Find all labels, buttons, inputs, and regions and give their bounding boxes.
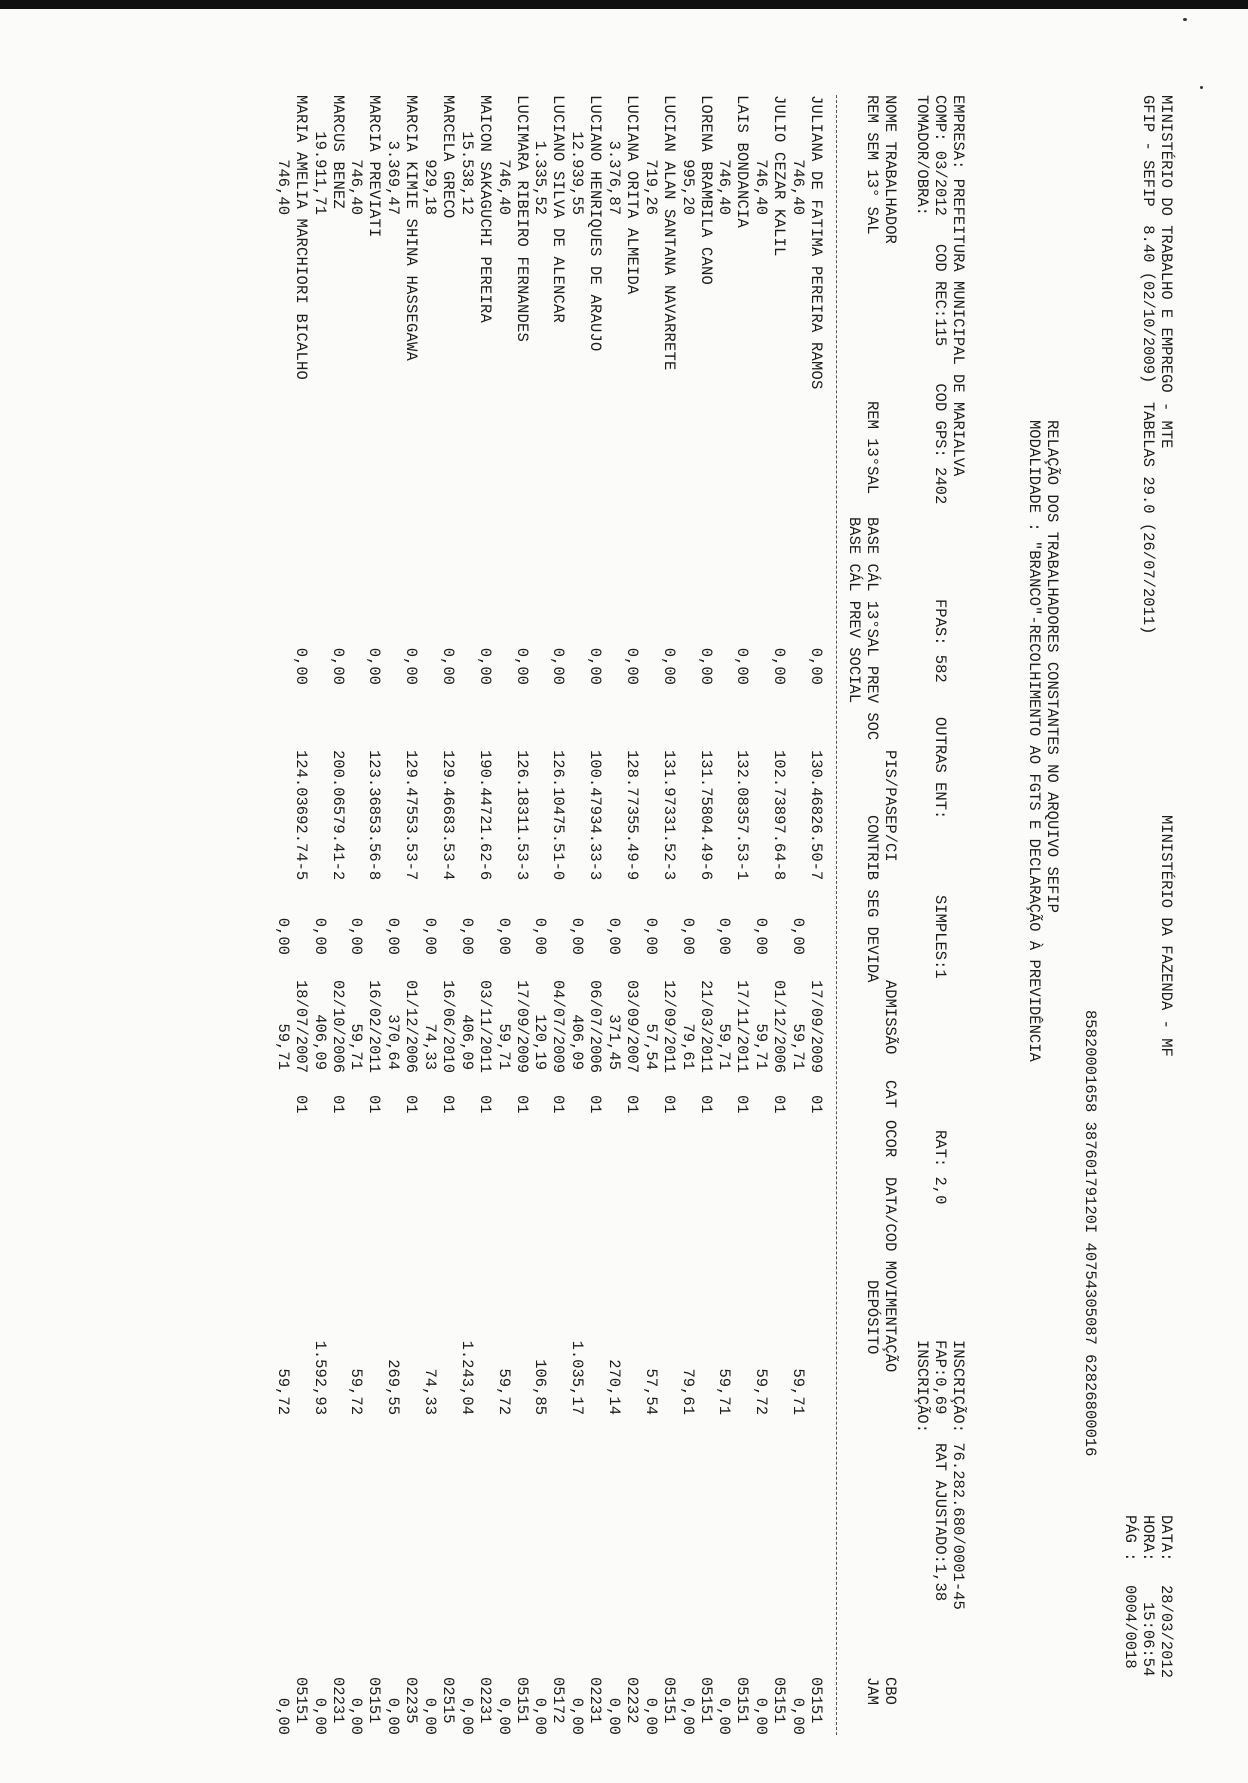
- worker-rem-13: 0,00: [549, 647, 568, 685]
- worker-deposit: 1.243,04: [457, 1340, 476, 1415]
- worker-deposit: 269,55: [384, 1359, 403, 1415]
- gfip-version: GFIP - SEFIP 8.40 (02/10/2009) TABELAS 29.0 (26/07/2011): [1139, 95, 1157, 635]
- worker-admission-date: 01/12/2006: [402, 980, 421, 1074]
- worker-name: JULIANA DE FATIMA PEREIRA RAMOS: [807, 95, 825, 390]
- col-cat: CAT: [881, 1080, 899, 1108]
- worker-cbo: 05151: [696, 1677, 715, 1724]
- worker-jam: 0,00: [421, 1697, 439, 1735]
- worker-name: LUCIMARA RIBEIRO FERNANDES: [512, 95, 531, 343]
- worker-deposit: 1.592,93: [310, 1340, 329, 1415]
- worker-remuneration: 746,40: [715, 159, 734, 215]
- company-name: EMPRESA: PREFEITURA MUNICIPAL DE MARIALVA: [949, 95, 967, 477]
- worker-base-13: 0,00: [568, 917, 587, 955]
- worker-admission-date: 01/12/2006: [770, 980, 789, 1074]
- col-data-cod: DATA/COD MOVIMENTAÇÃO: [881, 1177, 899, 1373]
- worker-base-13: 0,00: [384, 917, 403, 955]
- worker-name: LAIS BONDANCIA: [733, 95, 752, 229]
- fpas: FPAS: 582: [931, 599, 949, 683]
- worker-name: LUCIANA ORITA ALMEIDA: [623, 95, 641, 295]
- report-title: RELAÇÃO DOS TRABALHADORES CONSTANTES NO ARQUIVO SEFIP: [1043, 420, 1061, 913]
- worker-remuneration: 746,40: [273, 159, 292, 215]
- worker-name: LUCIANO HENRIQUES DE ARAUJO: [586, 95, 605, 352]
- worker-cbo: 02515: [439, 1677, 457, 1724]
- worker-contribution: 120,19: [531, 1014, 550, 1070]
- worker-admission-date: 16/02/2011: [365, 980, 384, 1074]
- worker-rem-13: 0,00: [439, 647, 457, 685]
- worker-jam: 0,00: [752, 1697, 771, 1735]
- col-pis: PIS/PASEP/CI: [881, 750, 899, 862]
- worker-jam: 0,00: [789, 1697, 807, 1735]
- worker-pis: 129.46683.53-4: [439, 750, 457, 881]
- worker-contribution: 59,71: [347, 1023, 366, 1070]
- worker-cbo: 02231: [475, 1677, 494, 1724]
- worker-category: 01: [807, 1095, 825, 1114]
- ministry-trabalho: MINISTÉRIO DO TRABALHO E EMPREGO - MTE: [1157, 95, 1175, 449]
- worker-rem-13: 0,00: [807, 647, 825, 685]
- worker-jam: 0,00: [641, 1697, 660, 1735]
- worker-admission-date: 03/11/2011: [475, 980, 494, 1074]
- worker-remuneration: 746,40: [752, 159, 771, 215]
- worker-remuneration: 746,40: [789, 159, 807, 215]
- worker-jam: 0,00: [678, 1697, 697, 1735]
- col-cbo: CBO: [881, 1677, 899, 1705]
- worker-admission-date: 12/09/2011: [659, 980, 678, 1074]
- worker-cbo: 05151: [770, 1677, 789, 1724]
- worker-rem-13: 0,00: [659, 647, 678, 685]
- worker-jam: 0,00: [568, 1697, 587, 1735]
- col-base-13: BASE CÁL 13°SAL PREV SOC: [863, 517, 881, 741]
- worker-cbo: 05172: [549, 1677, 568, 1724]
- rat-ajustado: RAT AJUSTADO:1,38: [931, 1443, 949, 1602]
- worker-cbo: 02231: [328, 1677, 347, 1724]
- worker-jam: 0,00: [273, 1697, 292, 1735]
- worker-name: LUCIANO SILVA DE ALENCAR: [549, 95, 568, 324]
- hour-value: 15:06:54: [1139, 1602, 1157, 1677]
- worker-contribution: 59,71: [494, 1023, 513, 1070]
- worker-name: MARIA AMELIA MARCHIORI BICALHO: [291, 95, 310, 381]
- worker-rem-13: 0,00: [291, 647, 310, 685]
- worker-contribution: 370,64: [384, 1014, 403, 1070]
- worker-rem-13: 0,00: [365, 647, 384, 685]
- worker-cbo: 05151: [365, 1677, 384, 1724]
- worker-name: MARCIA KIMIE SHINA HASSEGAWA: [402, 95, 421, 362]
- worker-deposit: 79,61: [678, 1368, 697, 1415]
- col-jam: JAM: [863, 1677, 881, 1705]
- worker-deposit: 59,72: [494, 1368, 513, 1415]
- rat: RAT: 2,0: [931, 1130, 949, 1205]
- worker-base-13: 0,00: [457, 917, 476, 955]
- worker-base-13: 0,00: [752, 917, 771, 955]
- date-value: 28/03/2012: [1157, 1585, 1175, 1679]
- worker-pis: 190.44721.62-6: [475, 750, 494, 881]
- worker-cbo: 02231: [586, 1677, 605, 1724]
- worker-base-13: 0,00: [789, 917, 807, 955]
- worker-rem-13: 0,00: [586, 647, 605, 685]
- barcode-digits: 85820001658 38760179120I 40754305087 62826800016: [1081, 1010, 1099, 1457]
- hour-label: HORA:: [1139, 1515, 1157, 1562]
- worker-category: 01: [439, 1095, 457, 1114]
- worker-pis: 131.75804.49-6: [696, 750, 715, 881]
- worker-admission-date: 04/07/2009: [549, 980, 568, 1074]
- worker-admission-date: 17/09/2009: [512, 980, 531, 1074]
- worker-contribution: 57,54: [641, 1023, 660, 1070]
- col-rem-sem-13: REM SEM 13° SAL: [863, 95, 881, 235]
- worker-admission-date: 17/11/2011: [733, 980, 752, 1074]
- worker-base-13: 0,00: [273, 917, 292, 955]
- worker-deposit: 57,54: [641, 1368, 660, 1415]
- worker-contribution: 406,09: [310, 1014, 329, 1070]
- worker-cbo: 05151: [512, 1677, 531, 1724]
- col-admissao: ADMISSÃO: [881, 980, 899, 1055]
- page-label: PÁG :: [1121, 1515, 1139, 1562]
- worker-admission-date: 02/10/2006: [328, 980, 347, 1074]
- worker-category: 01: [733, 1095, 752, 1114]
- worker-admission-date: 18/07/2007: [291, 980, 310, 1074]
- worker-deposit: 106,85: [531, 1359, 550, 1415]
- worker-pis: 130.46826.50-7: [807, 750, 825, 881]
- worker-category: 01: [475, 1095, 494, 1114]
- fap: FAP:0,69: [931, 1340, 949, 1415]
- worker-name: LORENA BRAMBILA CANO: [696, 95, 715, 286]
- worker-contribution: 59,71: [715, 1023, 734, 1070]
- worker-category: 01: [512, 1095, 531, 1114]
- worker-cbo: 05151: [733, 1677, 752, 1724]
- worker-remuneration: 1.335,52: [531, 140, 550, 215]
- worker-base-13: 0,00: [310, 917, 329, 955]
- worker-deposit: 74,33: [421, 1368, 439, 1415]
- worker-remuneration: 746,40: [494, 159, 513, 215]
- col-contrib: CONTRIB SEG DEVIDA: [863, 815, 881, 983]
- worker-cbo: 02232: [623, 1677, 641, 1724]
- worker-cbo: 05151: [807, 1677, 825, 1724]
- worker-pis: 124.03692.74-5: [291, 750, 310, 881]
- worker-name: LUCIAN ALAN SANTANA NAVARRETE: [659, 95, 678, 371]
- worker-base-13: 0,00: [715, 917, 734, 955]
- inscricao-tomador: INSCRIÇÃO:: [913, 1340, 931, 1434]
- worker-rem-13: 0,00: [623, 647, 641, 685]
- worker-rem-13: 0,00: [696, 647, 715, 685]
- worker-base-13: 0,00: [347, 917, 366, 955]
- worker-deposit: 59,71: [789, 1368, 807, 1415]
- tomador-obra: TOMADOR/OBRA:: [913, 95, 931, 216]
- worker-deposit: 270,14: [605, 1359, 623, 1415]
- worker-pis: 131.97331.52-3: [659, 750, 678, 881]
- date-label: DATA:: [1157, 1515, 1175, 1562]
- worker-admission-date: 17/09/2009: [807, 980, 825, 1074]
- worker-remuneration: 3.369,47: [384, 140, 403, 215]
- ministry-fazenda: MINISTÉRIO DA FAZENDA - MF: [1157, 815, 1175, 1057]
- worker-contribution: 59,71: [789, 1023, 807, 1070]
- worker-rem-13: 0,00: [328, 647, 347, 685]
- worker-pis: 102.73897.64-8: [770, 750, 789, 881]
- scan-speck: [1183, 18, 1187, 21]
- scan-speck: [1200, 86, 1203, 89]
- worker-contribution: 406,09: [568, 1014, 587, 1070]
- worker-jam: 0,00: [384, 1697, 403, 1735]
- worker-category: 01: [770, 1095, 789, 1114]
- worker-remuneration: 746,40: [347, 159, 366, 215]
- worker-admission-date: 06/07/2006: [586, 980, 605, 1074]
- worker-category: 01: [402, 1095, 421, 1114]
- worker-remuneration: 12.939,55: [568, 131, 587, 215]
- worker-remuneration: 19.911,71: [310, 131, 329, 215]
- worker-name: JULIO CEZAR KALIL: [770, 95, 789, 257]
- worker-rem-13: 0,00: [475, 647, 494, 685]
- report-modality: MODALIDADE : "BRANCO"-RECOLHIMENTO AO FGTS E DECLARAÇÃO À PREVIDÊNCIA: [1025, 420, 1043, 1062]
- worker-category: 01: [586, 1095, 605, 1114]
- worker-name: MARCUS BENEZ: [328, 95, 347, 210]
- worker-base-13: 0,00: [421, 917, 439, 955]
- worker-deposit: 59,71: [715, 1368, 734, 1415]
- worker-base-13: 0,00: [494, 917, 513, 955]
- worker-deposit: 59,72: [347, 1368, 366, 1415]
- company-cnpj: INSCRIÇÃO: 76.282.680/0001-45: [949, 1340, 967, 1610]
- worker-cbo: 05151: [291, 1677, 310, 1724]
- worker-name: MAICON SAKAGUCHI PEREIRA: [475, 95, 494, 324]
- worker-rem-13: 0,00: [770, 647, 789, 685]
- col-ocor: OCOR: [881, 1120, 899, 1158]
- worker-base-13: 0,00: [641, 917, 660, 955]
- col-rem-13: REM 13°SAL: [863, 401, 881, 495]
- worker-jam: 0,00: [494, 1697, 513, 1735]
- worker-pis: 200.06579.41-2: [328, 750, 347, 881]
- worker-remuneration: 3.376,87: [605, 140, 623, 215]
- worker-jam: 0,00: [531, 1697, 550, 1735]
- simples: SIMPLES:1: [931, 895, 949, 979]
- worker-contribution: 59,71: [752, 1023, 771, 1070]
- worker-jam: 0,00: [715, 1697, 734, 1735]
- worker-pis: 129.47553.53-7: [402, 750, 421, 881]
- worker-category: 01: [659, 1095, 678, 1114]
- worker-name: MARCIA PREVIATI: [365, 95, 384, 238]
- worker-jam: 0,00: [310, 1697, 329, 1735]
- worker-contribution: 74,33: [421, 1023, 439, 1070]
- worker-remuneration: 929,18: [421, 159, 439, 215]
- worker-remuneration: 995,20: [678, 159, 697, 215]
- worker-jam: 0,00: [605, 1697, 623, 1735]
- outras-entidades: OUTRAS ENT:: [931, 717, 949, 820]
- worker-rem-13: 0,00: [402, 647, 421, 685]
- sefip-report-sheet: [115, 95, 1175, 1735]
- scan-top-border: [0, 0, 1248, 9]
- worker-category: 01: [365, 1095, 384, 1114]
- worker-contribution: 406,09: [457, 1014, 476, 1070]
- worker-category: 01: [549, 1095, 568, 1114]
- worker-admission-date: 03/09/2007: [623, 980, 641, 1074]
- col-deposito: DEPÓSITO: [863, 1280, 881, 1355]
- worker-remuneration: 15.538,12: [457, 131, 476, 215]
- worker-deposit: 59,72: [273, 1368, 292, 1415]
- worker-pis: 132.08357.53-1: [733, 750, 752, 881]
- worker-base-13: 0,00: [678, 917, 697, 955]
- worker-rem-13: 0,00: [512, 647, 531, 685]
- worker-name: MARCELA GRECO: [439, 95, 457, 219]
- worker-category: 01: [696, 1095, 715, 1114]
- worker-deposit: 1.035,17: [568, 1340, 587, 1415]
- worker-jam: 0,00: [347, 1697, 366, 1735]
- col-base-prev: BASE CÁL PREV SOCIAL: [845, 517, 863, 704]
- worker-jam: 0,00: [457, 1697, 476, 1735]
- worker-pis: 126.10475.51-0: [549, 750, 568, 881]
- worker-contribution: 371,45: [605, 1014, 623, 1070]
- worker-category: 01: [328, 1095, 347, 1114]
- col-nome: NOME TRABALHADOR: [881, 95, 899, 244]
- competence-codes: COMP: 03/2012 COD REC:115 COD GPS: 2402: [931, 95, 949, 505]
- worker-pis: 100.47934.33-3: [586, 750, 605, 881]
- worker-cbo: 02235: [402, 1677, 421, 1724]
- worker-pis: 126.18311.53-3: [512, 750, 531, 881]
- worker-admission-date: 21/03/2011: [696, 980, 715, 1074]
- worker-admission-date: 16/06/2010: [439, 980, 457, 1074]
- worker-pis: 128.77355.49-9: [623, 750, 641, 881]
- worker-base-13: 0,00: [605, 917, 623, 955]
- worker-contribution: 79,61: [678, 1023, 697, 1070]
- worker-base-13: 0,00: [531, 917, 550, 955]
- worker-rem-13: 0,00: [733, 647, 752, 685]
- worker-pis: 123.36853.56-8: [365, 750, 384, 881]
- worker-deposit: 59,72: [752, 1368, 771, 1415]
- header-divider: [836, 95, 837, 1735]
- worker-cbo: 05151: [659, 1677, 678, 1724]
- worker-category: 01: [291, 1095, 310, 1114]
- page-number: 0004/0018: [1121, 1585, 1139, 1669]
- worker-remuneration: 719,26: [641, 159, 660, 215]
- worker-contribution: 59,71: [273, 1023, 292, 1070]
- worker-category: 01: [623, 1095, 641, 1114]
